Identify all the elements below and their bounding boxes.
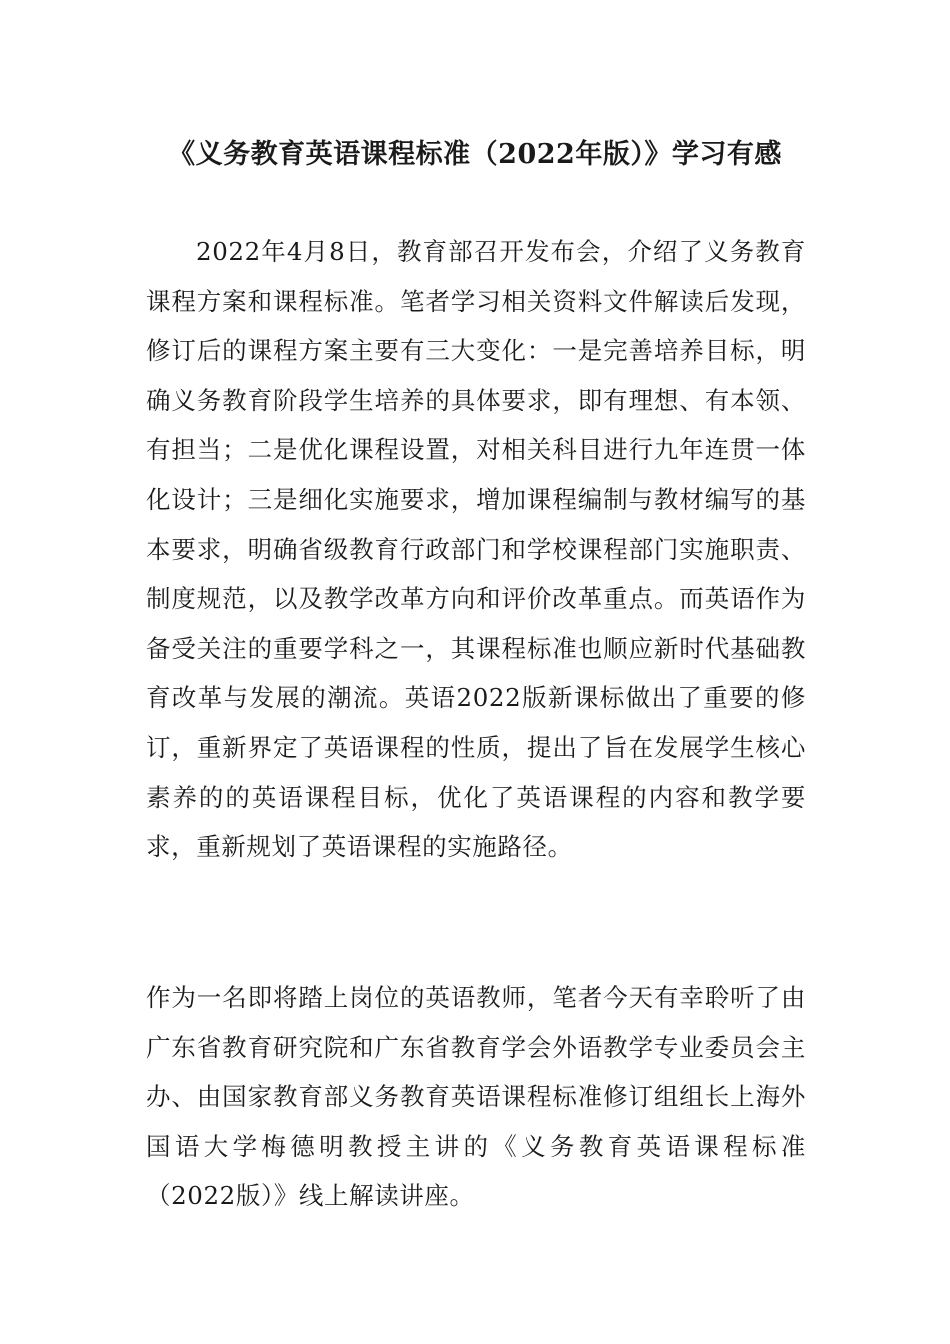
paragraph-lecture: 作为一名即将踏上岗位的英语教师，笔者今天有幸聆听了由广东省教育研究院和广东省教育学会外语教学专业委员会主办、由国家教育部义务教育英语课程标准修订组组长上海外国语大学梅德明教授主讲的《义务教育英语课程标准（2022版）》线上解读讲座。 <box>146 983 806 1211</box>
paragraph-intro: 2022年4月8日，教育部召开发布会，介绍了义务教育课程方案和课程标准。笔者学习相关资料文件解读后发现，修订后的课程方案主要有三大变化：一是完善培养目标，明确义务教育阶段学生培养的具体要求，即有理想、有本领、有担当；二是优化课程设置，对相关科目进行九年连贯一体化设计；三是细化实施要求，增加课程编制与教材编写的基本要求，明确省级教育行政部门和学校课程部门实施职责、制度规范，以及教学改革方向和评价改革重点。而英语作为备受关注的重要学科之一，其课程标准也顺应新时代基础教育改革与发展的潮流。英语2022版新课标做出了重要的修订，重新界定了英语课程的性质，提出了旨在发展学生核心素养的的英语课程目标，优化了英语课程的内容和教学要求，重新规划了英语课程的实施路径。 <box>146 237 806 862</box>
document-title: 《义务教育英语课程标准（2022年版）》学习有感 <box>168 139 782 170</box>
